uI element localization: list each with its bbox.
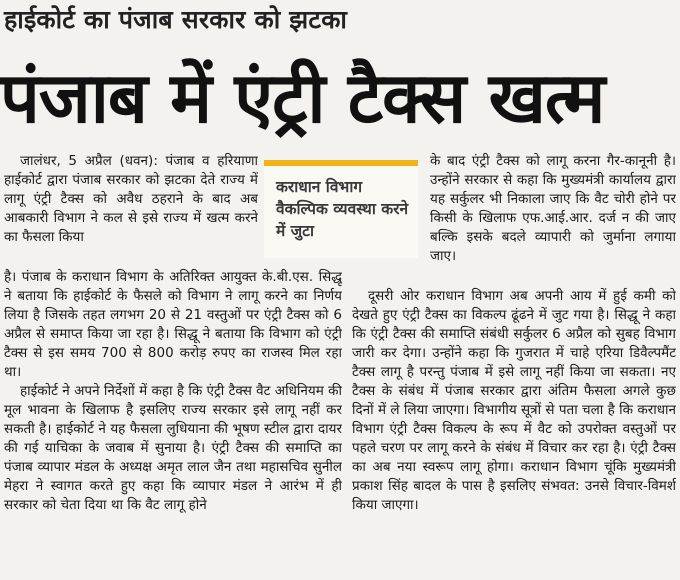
article-column-right — [352, 287, 676, 578]
article-column-left — [4, 268, 342, 578]
paragraph-alternative-tax: दूसरी ओर कराधान विभाग अब अपनी आय में हुई कमी को देखते हुए एंट्री टैक्स का विकल्प ढूंढने में जुट गया है। सिद्धू ने कहा कि एंट्री टैक्स की समाप्ति संबंधी सर्कुलर 6 अप्रैल को सुबह विभाग जारी कर देगा। उन्होंने कहा कि गुजरात में चाहे एरिया डिवैल्पमैंट टैक्स लागू है परन्तु पंजाब में इसे लागू नहीं किया जा सकता। नए टैक्स के संबंध में पंजाब सरकार द्वारा अंतिम फैसला अगले कुछ दिनों में ले लिया जाएगा। विभागीय सूत्रों से पता चला है कि कराधान विभाग एंट्री टैक्स विकल्प के रूप में वैट को उपरोक्त वस्तुओं पर पहले चरण पर लागू करने के संबंध में विचार कर रहा है। एंट्री टैक्स का अब नया स्वरूप लागू होगा। कराधान विभाग चूंकि मुख्यमंत्री प्रकाश सिंह बादल के पास है इसलिए संभवत: उनसे विचार-विमर्श किया जाएगा। — [352, 288, 676, 513]
paragraph-high-court: हाईकोर्ट ने अपने निर्देशों में कहा है कि एंट्री टैक्स वैट अधिनियम की मूल भावना के खिलाफ है इसलिए राज्य सरकार इसे लागू नहीं कर सकती है। हाईकोर्ट ने यह फैसला लुधियाना की भूषण स्टील द्वारा दायर की गई याचिका के जवाब में सुनाया है। एंट्री टैक्स की समाप्ति का पंजाब व्यापार मंडल के अध्यक्ष अमृत लाल जैन तथा महासचिव सुनील मेहरा ने स्वागत करते हुए कहा कि व्यापार मंडल ने आरंभ में ही सरकार को चेता दिया था कि वैट लागू होने — [4, 383, 342, 513]
article-column-right-top — [430, 152, 676, 287]
paragraph-siddhu-statement: है। पंजाब के कराधान विभाग के अतिरिक्त आयुक्त के.बी.एस. सिद्धू ने बताया कि हाईकोर्ट के फैसले को विभाग ने लागू करने का निर्णय लिया है जिसके तहत लगभग 20 से 21 वस्तुओं पर एंट्री टैक्स को 6 अप्रैल से समाप्त किया जा रहा है। सिद्धू ने बताया कि विभाग को एंट्री टैक्स से इस समय 700 से 800 करोड़ रुपए का राजस्व मिल रहा था। — [4, 269, 342, 380]
article-column-intro — [4, 152, 258, 267]
pull-quote: कराधान विभाग वैकल्पिक व्यवस्था करने में जुटा — [264, 160, 418, 258]
kicker-headline: हाईकोर्ट का पंजाब सरकार को झटका — [4, 5, 348, 34]
paragraph-intro: जालंधर, 5 अप्रैल (धवन): पंजाब व हरियाणा हाईकोर्ट द्वारा पंजाब सरकार को झटका देते राज्य में लागू एंट्री टैक्स को अवैध ठहराने के बाद अब आबकारी विभाग ने कल से इसे राज्य में खत्म करने का फैसला किया — [4, 153, 258, 245]
main-headline: पंजाब में एंट्री टैक्स खत्म — [0, 57, 605, 139]
paragraph-vat-circular: के बाद एंट्री टैक्स को लागू करना गैर-कानूनी है। उन्होंने सरकार से कहा कि मुख्यमंत्री कार्यालय द्वारा यह सर्कुलर भी निकाला जाए कि वैट चोरी होने पर किसी के खिलाफ एफ.आई.आर. दर्ज न की जाए बल्कि इसके बदले व्यापारी को जुर्माना लगाया जाए। — [430, 153, 676, 264]
